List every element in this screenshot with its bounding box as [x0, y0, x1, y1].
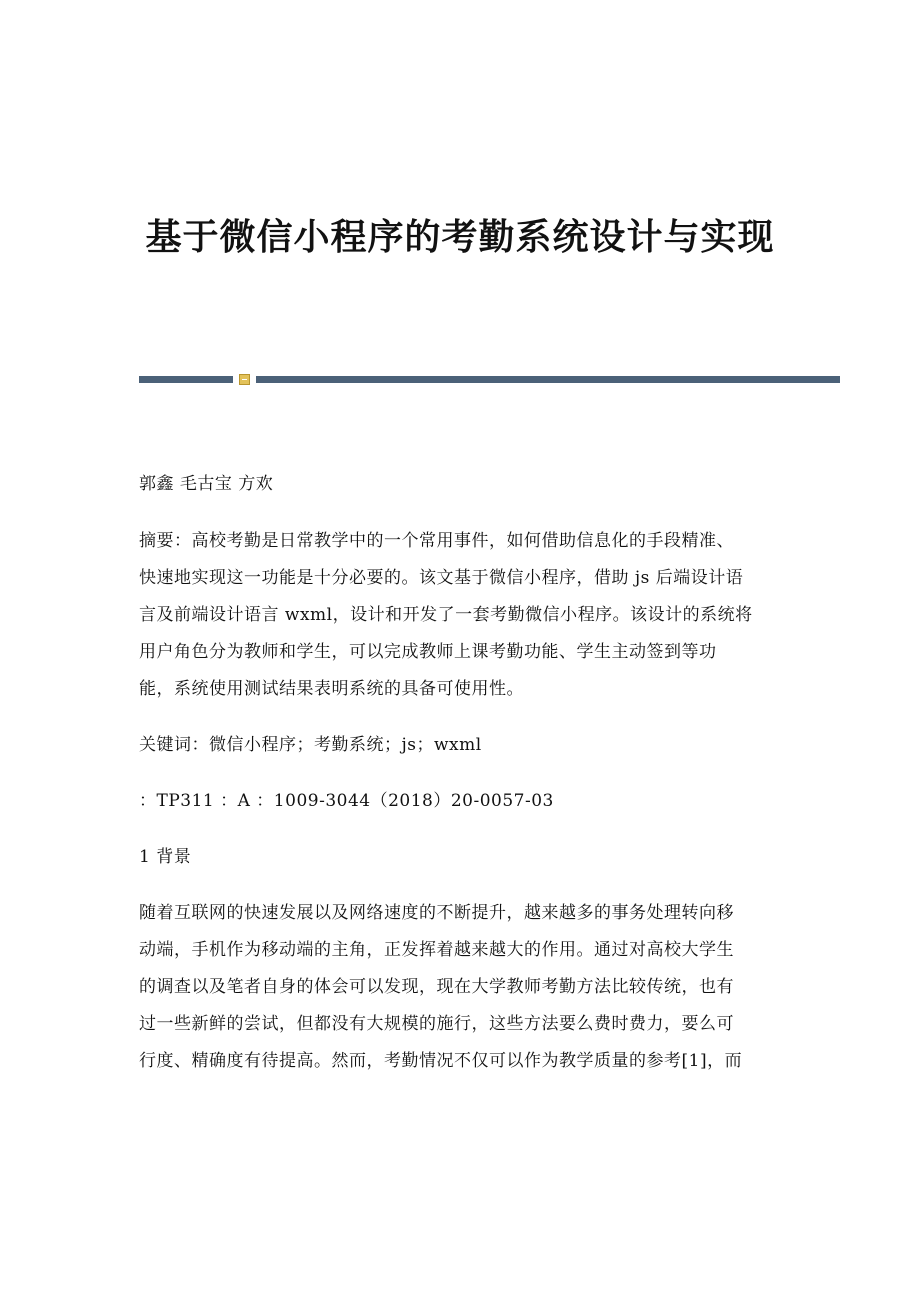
classification-info: ：TP311 ：A ：1009-3044（2018）20-0057-03 — [139, 791, 554, 811]
abstract-line: 摘要：高校考勤是日常教学中的一个常用事件，如何借助信息化的手段精准、 — [139, 531, 734, 551]
section-body — [139, 895, 789, 1080]
abstract — [139, 523, 789, 708]
body-line: 动端，手机作为移动端的主角，正发挥着越来越大的作用。通过对高校大学生 — [139, 940, 734, 960]
section-heading: 1 背景 — [139, 847, 192, 867]
abstract-line: 能，系统使用测试结果表明系统的具备可使用性。 — [139, 679, 524, 699]
body-line: 行度、精确度有待提高。然而，考勤情况不仅可以作为教学质量的参考[1]，而 — [139, 1051, 743, 1071]
abstract-line: 快速地实现这一功能是十分必要的。该文基于微信小程序，借助 js 后端设计语 — [139, 568, 744, 588]
keywords: 关键词：微信小程序；考勤系统；js；wxml — [139, 735, 482, 755]
divider-bar-left — [139, 376, 233, 383]
abstract-line: 用户角色分为教师和学生，可以完成教师上课考勤功能、学生主动签到等功 — [139, 642, 717, 662]
divider-bar-right — [256, 376, 840, 383]
paper-body — [139, 466, 789, 1080]
body-line: 的调查以及笔者自身的体会可以发现，现在大学教师考勤方法比较传统，也有 — [139, 977, 734, 997]
paper-title: 基于微信小程序的考勤系统设计与实现 — [145, 216, 775, 258]
author-list: 郭鑫 毛古宝 方欢 — [139, 474, 274, 494]
body-line: 过一些新鲜的尝试，但都没有大规模的施行，这些方法要么费时费力，要么可 — [139, 1014, 734, 1034]
body-line: 随着互联网的快速发展以及网络速度的不断提升，越来越多的事务处理转向移 — [139, 903, 734, 923]
title-divider — [139, 374, 840, 386]
abstract-line: 言及前端设计语言 wxml，设计和开发了一套考勤微信小程序。该设计的系统将 — [139, 605, 753, 625]
divider-ornament-icon — [239, 374, 250, 385]
